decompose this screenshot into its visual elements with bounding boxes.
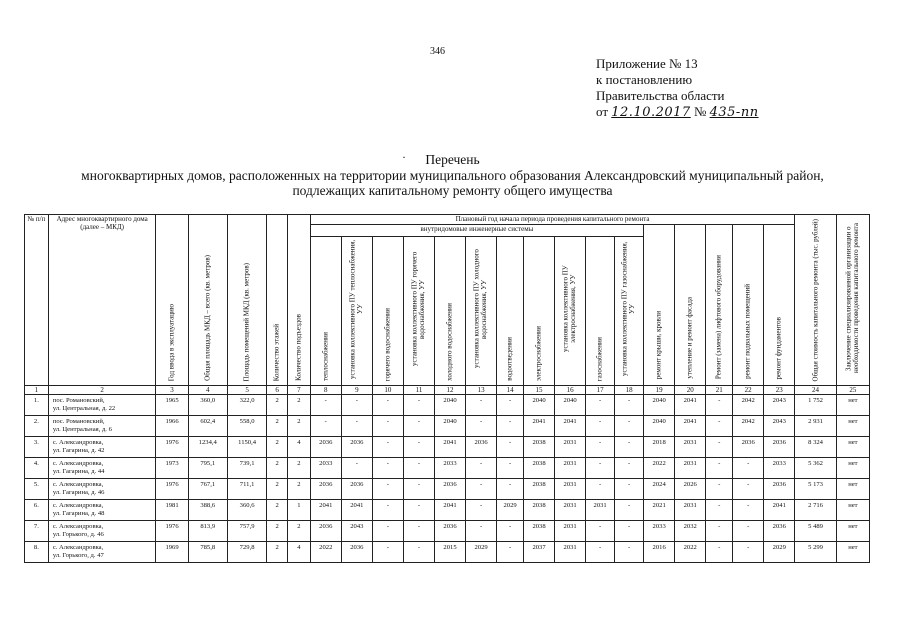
address-line: ул. Центральная, д. 6: [52, 425, 112, 433]
cell-concl: нет: [836, 437, 869, 458]
cell-c17: 2031: [586, 500, 615, 521]
cell-entr: 4: [287, 437, 310, 458]
cell-total: 785,8: [188, 542, 227, 563]
cell-c23: 2036: [764, 479, 795, 500]
cell-c20: 2031: [675, 437, 706, 458]
cell-c8: 2036: [310, 521, 341, 542]
cell-c20: 2031: [675, 458, 706, 479]
cell-c13: -: [466, 500, 497, 521]
cell-c20: 2026: [675, 479, 706, 500]
stray-dot: ·: [402, 150, 406, 164]
cell-total: 767,1: [188, 479, 227, 500]
cell-c17: -: [586, 416, 615, 437]
cell-c21: -: [706, 521, 733, 542]
cell-c9: 2036: [341, 542, 372, 563]
cell-c18: -: [615, 395, 644, 416]
header-gas: газоснабжения: [586, 237, 615, 386]
cell-c18: -: [615, 500, 644, 521]
cell-entr: 2: [287, 395, 310, 416]
column-number: 5: [227, 386, 266, 395]
cell-c15: 2038: [524, 479, 555, 500]
cell-n: 3.: [25, 437, 49, 458]
cell-c15: 2037: [524, 542, 555, 563]
cell-c19: 2021: [644, 500, 675, 521]
header-planned-year: Плановый год начала периода проведения капитального ремонта: [310, 215, 795, 225]
cell-c17: -: [586, 395, 615, 416]
cell-c19: 2016: [644, 542, 675, 563]
cell-c8: 2022: [310, 542, 341, 563]
cell-cost: 5 362: [795, 458, 836, 479]
cell-c11: -: [403, 458, 434, 479]
cell-c17: -: [586, 542, 615, 563]
cell-floors: 2: [267, 395, 288, 416]
cell-c12: 2036: [434, 521, 465, 542]
header-cold-water-meter: установка коллективного ПУ холодного водоснабжения, УУ: [466, 237, 497, 386]
column-number: 3: [156, 386, 188, 395]
cell-c12: 2040: [434, 416, 465, 437]
cell-c16: 2040: [555, 395, 586, 416]
cell-c8: -: [310, 416, 341, 437]
cell-cost: 5 489: [795, 521, 836, 542]
address-cell: [48, 458, 156, 479]
cell-c21: -: [706, 500, 733, 521]
cell-prem: 558,0: [227, 416, 266, 437]
cell-concl: нет: [836, 479, 869, 500]
cell-c17: -: [586, 437, 615, 458]
cell-year: 1966: [156, 416, 188, 437]
cell-c9: 2036: [341, 437, 372, 458]
header-num: № п/п: [25, 215, 49, 386]
cell-prem: 360,6: [227, 500, 266, 521]
cell-n: 8.: [25, 542, 49, 563]
table-row: [25, 458, 870, 479]
header-entrances: Количество подъездов: [287, 215, 310, 386]
cell-entr: 2: [287, 479, 310, 500]
cell-c8: 2041: [310, 500, 341, 521]
cell-c21: -: [706, 479, 733, 500]
cell-total: 795,1: [188, 458, 227, 479]
cell-concl: нет: [836, 416, 869, 437]
cell-c18: -: [615, 437, 644, 458]
cell-c13: 2036: [466, 437, 497, 458]
table-row: [25, 416, 870, 437]
address-line: с. Александровка,: [52, 544, 104, 551]
cell-floors: 2: [267, 458, 288, 479]
cell-c11: -: [403, 416, 434, 437]
cell-c15: 2038: [524, 521, 555, 542]
address-line: с. Александровка,: [52, 523, 104, 530]
header-roof: ремонт крыши, кровли: [644, 225, 675, 386]
title-line: подлежащих капитальному ремонту общего имущества: [292, 183, 613, 198]
address-line: с. Александровка,: [52, 481, 104, 488]
header-electricity: электроснабжения: [524, 237, 555, 386]
table-row: [25, 395, 870, 416]
column-number: 21: [706, 386, 733, 395]
column-number: 15: [524, 386, 555, 395]
column-number: 22: [733, 386, 764, 395]
address-cell: [48, 500, 156, 521]
cell-year: 1976: [156, 521, 188, 542]
cell-c15: 2040: [524, 395, 555, 416]
cell-cost: 5 299: [795, 542, 836, 563]
cell-concl: нет: [836, 542, 869, 563]
column-number: 20: [675, 386, 706, 395]
cell-c14: 2029: [497, 500, 524, 521]
cell-c10: -: [372, 479, 403, 500]
cell-cost: 2 931: [795, 416, 836, 437]
column-number: 19: [644, 386, 675, 395]
cell-c11: -: [403, 395, 434, 416]
cell-c23: 2043: [764, 416, 795, 437]
cell-prem: 322,0: [227, 395, 266, 416]
cell-n: 2.: [25, 416, 49, 437]
cell-year: 1976: [156, 479, 188, 500]
column-number: 9: [341, 386, 372, 395]
column-number: 1: [25, 386, 49, 395]
cell-c15: 2038: [524, 437, 555, 458]
document-title: [0, 152, 905, 199]
cell-prem: 729,8: [227, 542, 266, 563]
cell-c20: 2022: [675, 542, 706, 563]
cell-c9: -: [341, 395, 372, 416]
address-line: с. Александровка,: [52, 439, 104, 446]
table-row: [25, 437, 870, 458]
column-number: 6: [267, 386, 288, 395]
cell-c14: -: [497, 542, 524, 563]
handwritten-number: 435-пп: [709, 105, 759, 120]
address-line: ул. Горького, д. 46: [52, 530, 104, 538]
cell-c10: -: [372, 542, 403, 563]
cell-c16: 2041: [555, 416, 586, 437]
cell-c10: -: [372, 416, 403, 437]
cell-floors: 2: [267, 416, 288, 437]
cell-c17: -: [586, 479, 615, 500]
cell-c10: -: [372, 458, 403, 479]
cell-cost: 1 752: [795, 395, 836, 416]
cell-c14: -: [497, 416, 524, 437]
cell-c23: 2036: [764, 437, 795, 458]
cell-c22: 2042: [733, 395, 764, 416]
cell-entr: 1: [287, 500, 310, 521]
cell-c21: -: [706, 437, 733, 458]
cell-n: 4.: [25, 458, 49, 479]
table-row: [25, 500, 870, 521]
cell-c14: -: [497, 458, 524, 479]
column-number: 13: [466, 386, 497, 395]
cell-total: 388,6: [188, 500, 227, 521]
cell-c13: -: [466, 416, 497, 437]
cell-c8: 2033: [310, 458, 341, 479]
cell-c22: -: [733, 458, 764, 479]
cell-entr: 2: [287, 416, 310, 437]
cell-total: 602,4: [188, 416, 227, 437]
cell-c12: 2041: [434, 437, 465, 458]
cell-n: 6.: [25, 500, 49, 521]
cell-c13: 2029: [466, 542, 497, 563]
cell-c22: -: [733, 500, 764, 521]
column-number-row: [25, 386, 870, 395]
cell-prem: 739,1: [227, 458, 266, 479]
cell-n: 1.: [25, 395, 49, 416]
address-line: ул. Гагарина, д. 46: [52, 488, 105, 496]
cell-year: 1969: [156, 542, 188, 563]
address-cell: [48, 395, 156, 416]
cell-c18: -: [615, 416, 644, 437]
cell-c12: 2041: [434, 500, 465, 521]
column-number: 18: [615, 386, 644, 395]
header-year-built: Год ввода в эксплуатацию: [156, 215, 188, 386]
header-hot-water-meter: установка коллективного ПУ горячего водоснабжения, УУ: [403, 237, 434, 386]
cell-c17: -: [586, 458, 615, 479]
cell-total: 813,9: [188, 521, 227, 542]
address-cell: [48, 542, 156, 563]
cell-n: 5.: [25, 479, 49, 500]
cell-c16: 2031: [555, 500, 586, 521]
column-number: 7: [287, 386, 310, 395]
number-prefix: №: [693, 104, 707, 119]
cell-c14: -: [497, 521, 524, 542]
cell-c9: -: [341, 416, 372, 437]
column-number: 4: [188, 386, 227, 395]
column-number: 12: [434, 386, 465, 395]
address-cell: [48, 521, 156, 542]
cell-c8: 2036: [310, 437, 341, 458]
cell-c10: -: [372, 437, 403, 458]
cell-c22: -: [733, 479, 764, 500]
cell-c16: 2031: [555, 542, 586, 563]
cell-c12: 2040: [434, 395, 465, 416]
header-hot-water: горячего водоснабжения: [372, 237, 403, 386]
cell-concl: нет: [836, 395, 869, 416]
header-elevator: Ремонт (замена) лифтового оборудования: [706, 225, 733, 386]
cell-c20: 2041: [675, 395, 706, 416]
header-foundation: ремонт фундаментов: [764, 225, 795, 386]
table-row: [25, 521, 870, 542]
cell-c22: 2036: [733, 437, 764, 458]
column-number: 11: [403, 386, 434, 395]
cell-c11: -: [403, 521, 434, 542]
cell-c23: 2029: [764, 542, 795, 563]
appendix-line: Приложение № 13: [596, 56, 698, 71]
cell-c9: 2036: [341, 479, 372, 500]
cell-c12: 2015: [434, 542, 465, 563]
header-electricity-meter: установка коллективного ПУ электроснабжения, УУ: [555, 237, 586, 386]
cell-c11: -: [403, 437, 434, 458]
cell-prem: 1150,4: [227, 437, 266, 458]
header-basement: ремонт подвальных помещений: [733, 225, 764, 386]
cell-c20: 2031: [675, 500, 706, 521]
cell-c12: 2033: [434, 458, 465, 479]
cell-c21: -: [706, 458, 733, 479]
address-cell: [48, 416, 156, 437]
cell-c13: -: [466, 521, 497, 542]
cell-c22: -: [733, 521, 764, 542]
cell-c8: -: [310, 395, 341, 416]
cell-c11: -: [403, 500, 434, 521]
cell-c11: -: [403, 542, 434, 563]
cell-c23: 2043: [764, 395, 795, 416]
cell-n: 7.: [25, 521, 49, 542]
title-heading: Перечень: [425, 152, 480, 167]
cell-concl: нет: [836, 500, 869, 521]
cell-c16: 2031: [555, 458, 586, 479]
cell-c21: -: [706, 395, 733, 416]
cell-year: 1973: [156, 458, 188, 479]
title-line: многоквартирных домов, расположенных на территории муниципального образования Александровский муниципальный район,: [81, 167, 824, 183]
cell-year: 1965: [156, 395, 188, 416]
cell-c21: -: [706, 416, 733, 437]
cell-floors: 2: [267, 500, 288, 521]
cell-total: 360,0: [188, 395, 227, 416]
cell-c14: -: [497, 479, 524, 500]
cell-c15: 2041: [524, 416, 555, 437]
cell-c19: 2040: [644, 395, 675, 416]
appendix-line: к постановлению: [596, 72, 693, 87]
cell-c16: 2031: [555, 521, 586, 542]
column-number: 16: [555, 386, 586, 395]
address-line: ул. Гагарина, д. 44: [52, 467, 105, 475]
cell-cost: 2 716: [795, 500, 836, 521]
cell-c9: 2043: [341, 521, 372, 542]
cell-c18: -: [615, 479, 644, 500]
cell-concl: нет: [836, 521, 869, 542]
cell-c13: -: [466, 479, 497, 500]
address-line: пос. Романовский,: [52, 418, 105, 425]
cell-c9: -: [341, 458, 372, 479]
appendix-block: [596, 56, 759, 121]
header-cold-water: холодного водоснабжения: [434, 237, 465, 386]
cell-c22: 2042: [733, 416, 764, 437]
cell-cost: 8 324: [795, 437, 836, 458]
cell-year: 1981: [156, 500, 188, 521]
cell-c19: 2018: [644, 437, 675, 458]
cell-floors: 2: [267, 542, 288, 563]
header-drainage: водоотведения: [497, 237, 524, 386]
appendix-date-line: [596, 104, 759, 121]
header-heating-meter: установка коллективного ПУ теплоснабжения, УУ: [341, 237, 372, 386]
cell-c14: -: [497, 395, 524, 416]
page-number: 346: [430, 46, 445, 57]
cell-total: 1234,4: [188, 437, 227, 458]
header-heating: теплоснабжения: [310, 237, 341, 386]
handwritten-date: 12.10.2017: [611, 105, 691, 120]
cell-entr: 2: [287, 458, 310, 479]
address-line: пос. Романовский,: [52, 397, 105, 404]
column-number: 10: [372, 386, 403, 395]
cell-year: 1976: [156, 437, 188, 458]
column-number: 14: [497, 386, 524, 395]
cell-c16: 2031: [555, 437, 586, 458]
cell-c20: 2032: [675, 521, 706, 542]
cell-c10: -: [372, 521, 403, 542]
cell-c10: -: [372, 395, 403, 416]
cell-c23: 2036: [764, 521, 795, 542]
header-gas-meter: установка коллективного ПУ газоснабжения, УУ: [615, 237, 644, 386]
address-line: с. Александровка,: [52, 460, 104, 467]
cell-c20: 2041: [675, 416, 706, 437]
cell-c21: -: [706, 542, 733, 563]
date-prefix: от: [596, 104, 609, 119]
cell-concl: нет: [836, 458, 869, 479]
header-internal-systems: внутридомовые инженерные системы: [310, 225, 643, 237]
column-number: 2: [48, 386, 156, 395]
cell-c9: 2041: [341, 500, 372, 521]
table-row: [25, 479, 870, 500]
address-line: с. Александровка,: [52, 502, 104, 509]
cell-c19: 2024: [644, 479, 675, 500]
cell-c13: -: [466, 395, 497, 416]
header-address: Адрес многоквартирного дома (далее – МКД): [48, 215, 156, 386]
cell-prem: 757,9: [227, 521, 266, 542]
cell-cost: 5 173: [795, 479, 836, 500]
cell-floors: 2: [267, 521, 288, 542]
cell-c19: 2033: [644, 521, 675, 542]
cell-entr: 2: [287, 521, 310, 542]
cell-c17: -: [586, 521, 615, 542]
cell-floors: 2: [267, 479, 288, 500]
header-total-area: Общая площадь МКД – всего (кв. метров): [188, 215, 227, 386]
address-line: ул. Гагарина, д. 48: [52, 509, 105, 517]
header-conclusion: Заключение специализированной организации о необходимости проведения капитального ремонта: [836, 215, 869, 386]
column-number: 8: [310, 386, 341, 395]
houses-table: [24, 214, 870, 563]
column-number: 25: [836, 386, 869, 395]
cell-entr: 4: [287, 542, 310, 563]
cell-prem: 711,1: [227, 479, 266, 500]
address-line: ул. Центральная, д. 22: [52, 404, 116, 412]
header-total-cost: Общая стоимость капитального ремонта (тыс. рублей): [795, 215, 836, 386]
cell-c11: -: [403, 479, 434, 500]
cell-c15: 2038: [524, 500, 555, 521]
address-line: ул. Горького, д. 47: [52, 551, 104, 559]
cell-c15: 2038: [524, 458, 555, 479]
cell-c23: 2041: [764, 500, 795, 521]
cell-c18: -: [615, 542, 644, 563]
cell-c22: -: [733, 542, 764, 563]
cell-floors: 2: [267, 437, 288, 458]
header-floors: Количество этажей: [267, 215, 288, 386]
cell-c23: 2033: [764, 458, 795, 479]
header-premises-area: Площадь помещений МКД (кв. метров): [227, 215, 266, 386]
address-cell: [48, 479, 156, 500]
address-line: ул. Гагарина, д. 42: [52, 446, 105, 454]
column-number: 23: [764, 386, 795, 395]
cell-c13: -: [466, 458, 497, 479]
cell-c14: -: [497, 437, 524, 458]
column-number: 17: [586, 386, 615, 395]
cell-c8: 2036: [310, 479, 341, 500]
cell-c12: 2036: [434, 479, 465, 500]
cell-c18: -: [615, 521, 644, 542]
header-facade: утепление и ремонт фасада: [675, 225, 706, 386]
cell-c19: 2022: [644, 458, 675, 479]
cell-c19: 2040: [644, 416, 675, 437]
cell-c10: -: [372, 500, 403, 521]
appendix-line: Правительства области: [596, 88, 725, 103]
table-row: [25, 542, 870, 563]
cell-c16: 2031: [555, 479, 586, 500]
cell-c18: -: [615, 458, 644, 479]
column-number: 24: [795, 386, 836, 395]
address-cell: [48, 437, 156, 458]
